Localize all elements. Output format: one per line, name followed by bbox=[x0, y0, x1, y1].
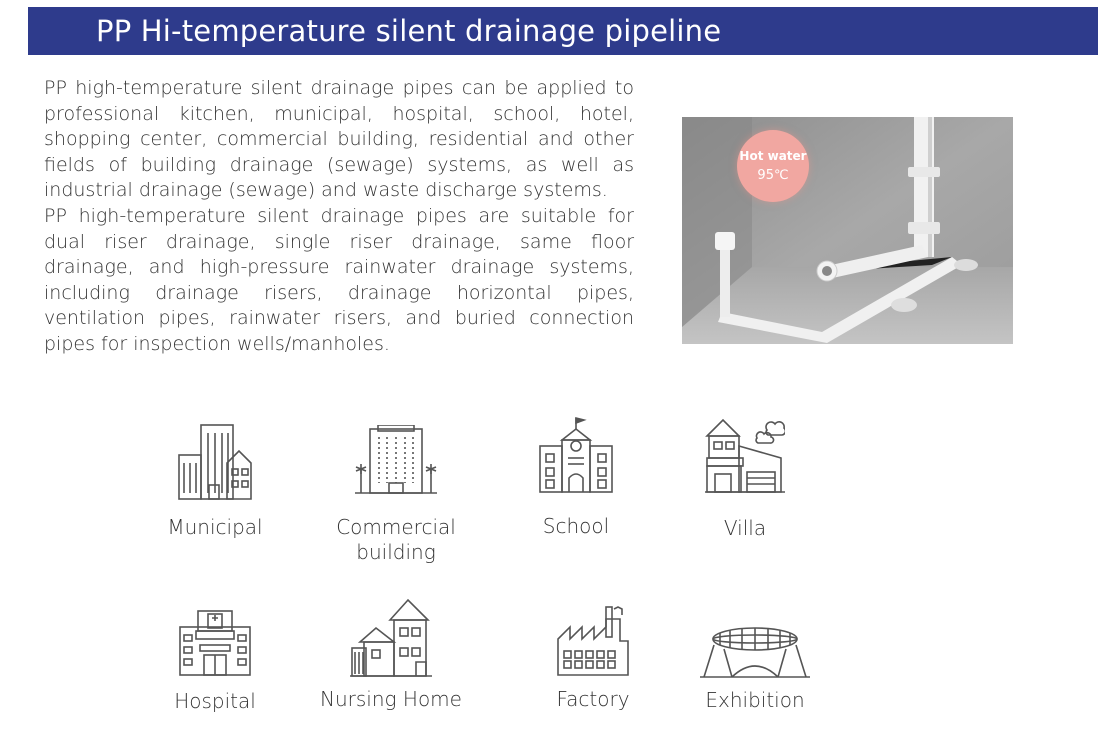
factory-icon bbox=[556, 605, 630, 677]
application-hospital bbox=[150, 609, 280, 714]
application-label: Nursing Home bbox=[320, 687, 462, 711]
drainage-pipe-photo bbox=[682, 117, 1013, 344]
school-icon bbox=[538, 416, 614, 494]
hot-water-badge bbox=[737, 130, 809, 202]
intro-paragraph-2: PP high-temperature silent drainage pipes are suitable for dual riser drainage, single riser drainage, same floor drainage, and high-pressure rainwater drainage systems, including drainage risers, drainage horizontal pipes, ventilation pipes, rainwater risers, and buried connection pipes for inspection wells/manholes. bbox=[44, 204, 634, 355]
temperature-label: 95℃ bbox=[757, 167, 789, 183]
application-exhibition bbox=[695, 625, 815, 713]
application-villa bbox=[685, 416, 805, 541]
application-school bbox=[516, 416, 636, 539]
villa-icon bbox=[705, 416, 785, 494]
intro-paragraph-1: PP high-temperature silent drainage pipes can be applied to professional kitchen, municipal, hospital, school, hotel, shopping center, commercial building, residential and other fields of building drainage (sewage) systems, as well as industrial drainage (sewage) and waste discharge systems. bbox=[44, 77, 634, 202]
application-label: Hospital bbox=[174, 689, 256, 713]
application-label: Villa bbox=[723, 516, 767, 540]
label-line-1: Commercial bbox=[336, 515, 456, 539]
nursing-home-icon bbox=[350, 598, 432, 678]
application-label bbox=[331, 515, 461, 565]
application-nursing-home bbox=[316, 598, 466, 712]
label-line-2: building bbox=[356, 540, 436, 564]
application-factory bbox=[531, 605, 655, 712]
hospital-icon bbox=[178, 609, 252, 677]
application-label: Factory bbox=[556, 687, 630, 711]
application-label: School bbox=[542, 514, 610, 538]
title-banner bbox=[28, 7, 1098, 55]
application-label: Municipal bbox=[167, 515, 263, 539]
application-municipal bbox=[150, 423, 280, 540]
exhibition-icon bbox=[700, 625, 810, 679]
hot-water-label: Hot water bbox=[739, 148, 807, 163]
commercial-building-icon bbox=[355, 425, 437, 495]
application-label: Exhibition bbox=[705, 688, 805, 712]
municipal-buildings-icon bbox=[177, 423, 253, 501]
intro-text bbox=[44, 76, 634, 358]
page-title: PP Hi-temperature silent drainage pipeline bbox=[96, 14, 722, 48]
application-commercial-building bbox=[331, 425, 461, 565]
